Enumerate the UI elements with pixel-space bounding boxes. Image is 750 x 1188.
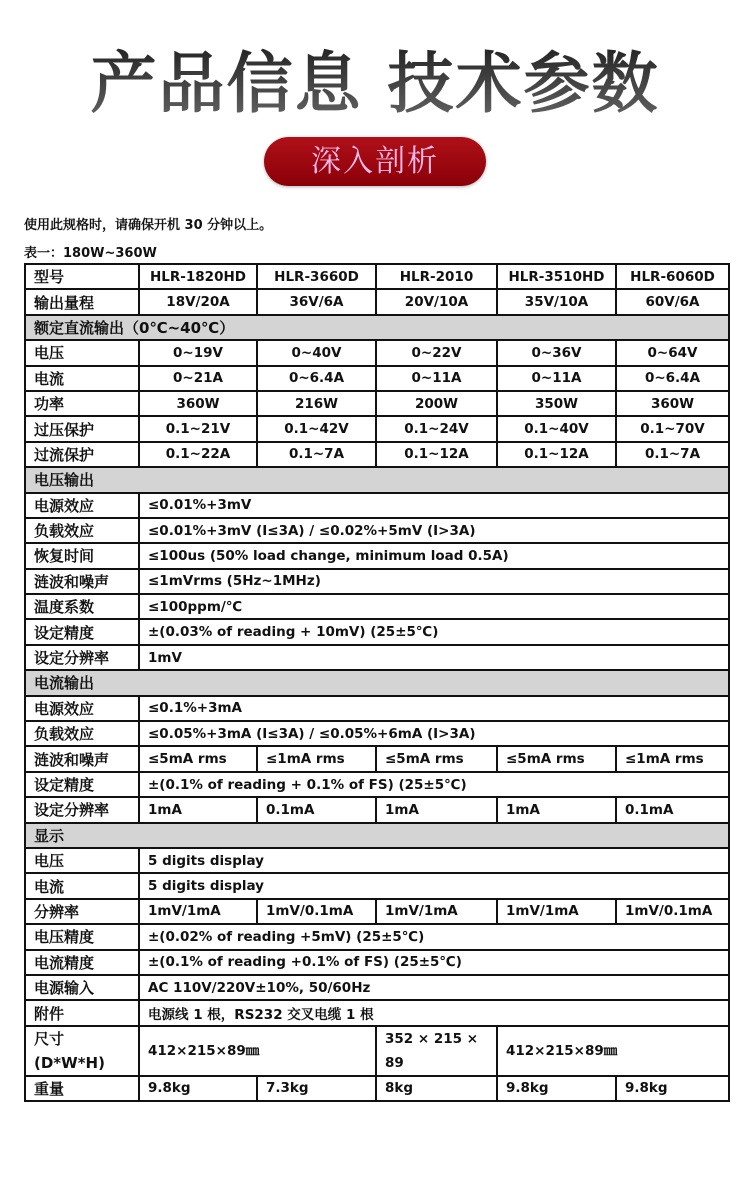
spec-value: 5 digits display xyxy=(139,848,729,873)
table-caption: 表一：180W~360W xyxy=(24,246,157,261)
spec-label: 输出量程 xyxy=(25,289,139,314)
spec-value: HLR-3510HD xyxy=(497,264,616,289)
spec-row xyxy=(25,569,729,594)
spec-row xyxy=(25,1026,729,1076)
spec-value: 0~36V xyxy=(497,340,616,365)
spec-value: HLR-2010 xyxy=(376,264,497,289)
spec-value: 0~6.4A xyxy=(257,366,376,391)
spec-value: 0~11A xyxy=(497,366,616,391)
spec-value: ±(0.1% of reading + 0.1% of FS) (25±5℃) xyxy=(139,772,729,797)
spec-value: 1mV/1mA xyxy=(139,899,257,924)
spec-value: 电源线 1 根，RS232 交叉电缆 1 根 xyxy=(139,1000,729,1025)
spec-row xyxy=(25,696,729,721)
spec-value: 0.1~7A xyxy=(257,442,376,467)
spec-row xyxy=(25,1076,729,1101)
spec-row xyxy=(25,416,729,441)
spec-value: ≤0.01%+3mV xyxy=(139,493,729,518)
spec-row xyxy=(25,518,729,543)
spec-label: 设定分辨率 xyxy=(25,645,139,670)
spec-value: 0.1~21V xyxy=(139,416,257,441)
spec-value: ≤0.05%+3mA (I≤3A) / ≤0.05%+6mA (I>3A) xyxy=(139,721,729,746)
spec-value: 412×215×89㎜ xyxy=(139,1026,376,1076)
spec-value: 412×215×89㎜ xyxy=(497,1026,729,1076)
spec-label: 电流 xyxy=(25,873,139,898)
spec-value: 216W xyxy=(257,391,376,416)
spec-value: 1mA xyxy=(139,797,257,822)
spec-row xyxy=(25,442,729,467)
spec-value: 1mV/0.1mA xyxy=(616,899,729,924)
spec-table xyxy=(24,263,730,1102)
spec-value: 1mV/1mA xyxy=(376,899,497,924)
section-header-row xyxy=(25,315,729,340)
spec-value: 9.8kg xyxy=(139,1076,257,1101)
spec-value: 1mA xyxy=(497,797,616,822)
spec-label: 涟波和噪声 xyxy=(25,746,139,771)
section-header-row xyxy=(25,670,729,695)
spec-label: 尺寸 (D*W*H) xyxy=(25,1026,139,1076)
spec-value: 0.1~42V xyxy=(257,416,376,441)
spec-label: 电压精度 xyxy=(25,924,139,949)
spec-row xyxy=(25,746,729,771)
section-title: 电流输出 xyxy=(25,670,729,695)
spec-label: 附件 xyxy=(25,1000,139,1025)
spec-value: ≤1mVrms (5Hz~1MHz) xyxy=(139,569,729,594)
spec-label: 温度系数 xyxy=(25,594,139,619)
spec-value: 9.8kg xyxy=(497,1076,616,1101)
spec-label: 型号 xyxy=(25,264,139,289)
spec-row xyxy=(25,924,729,949)
spec-value: 0~11A xyxy=(376,366,497,391)
spec-value: 0.1~12A xyxy=(497,442,616,467)
spec-value: 0.1~40V xyxy=(497,416,616,441)
spec-value: 9.8kg xyxy=(616,1076,729,1101)
spec-label: 恢复时间 xyxy=(25,543,139,568)
section-title: 电压输出 xyxy=(25,467,729,492)
spec-value: 0~64V xyxy=(616,340,729,365)
spec-value: ≤1mA rms xyxy=(616,746,729,771)
spec-value: 0~21A xyxy=(139,366,257,391)
spec-value: 360W xyxy=(616,391,729,416)
spec-row xyxy=(25,848,729,873)
spec-value: 1mA xyxy=(376,797,497,822)
spec-value: 1mV/1mA xyxy=(497,899,616,924)
spec-value: ≤100us (50% load change, minimum load 0.5A) xyxy=(139,543,729,568)
section-title: 额定直流输出（0℃~40℃） xyxy=(25,315,729,340)
spec-value: 0.1mA xyxy=(257,797,376,822)
spec-value: 350W xyxy=(497,391,616,416)
spec-value: 36V/6A xyxy=(257,289,376,314)
section-title: 显示 xyxy=(25,823,729,848)
spec-value: 0.1~12A xyxy=(376,442,497,467)
spec-row xyxy=(25,645,729,670)
spec-row xyxy=(25,340,729,365)
spec-value: ≤100ppm/℃ xyxy=(139,594,729,619)
spec-value: 7.3kg xyxy=(257,1076,376,1101)
spec-value: ≤5mA rms xyxy=(497,746,616,771)
spec-label: 电流精度 xyxy=(25,950,139,975)
spec-row xyxy=(25,543,729,568)
spec-value: 0.1~22A xyxy=(139,442,257,467)
spec-row xyxy=(25,772,729,797)
spec-value: ±(0.1% of reading +0.1% of FS) (25±5℃) xyxy=(139,950,729,975)
spec-label: 设定分辨率 xyxy=(25,797,139,822)
spec-value: 0~19V xyxy=(139,340,257,365)
spec-value: ≤5mA rms xyxy=(376,746,497,771)
spec-value: 200W xyxy=(376,391,497,416)
spec-value: HLR-1820HD xyxy=(139,264,257,289)
spec-label: 设定精度 xyxy=(25,772,139,797)
spec-row xyxy=(25,594,729,619)
page-title: 产品信息 技术参数 xyxy=(0,44,750,124)
spec-row xyxy=(25,493,729,518)
spec-label: 过压保护 xyxy=(25,416,139,441)
spec-row xyxy=(25,797,729,822)
spec-value: 60V/6A xyxy=(616,289,729,314)
spec-value: 35V/10A xyxy=(497,289,616,314)
spec-label: 电流 xyxy=(25,366,139,391)
spec-value: 18V/20A xyxy=(139,289,257,314)
spec-row xyxy=(25,366,729,391)
spec-value: 360W xyxy=(139,391,257,416)
spec-value: 20V/10A xyxy=(376,289,497,314)
spec-label: 功率 xyxy=(25,391,139,416)
spec-row xyxy=(25,873,729,898)
spec-value: 0~6.4A xyxy=(616,366,729,391)
spec-value: 1mV xyxy=(139,645,729,670)
spec-label: 电压 xyxy=(25,340,139,365)
spec-value: HLR-6060D xyxy=(616,264,729,289)
spec-row xyxy=(25,975,729,1000)
spec-row xyxy=(25,899,729,924)
spec-value: 1mV/0.1mA xyxy=(257,899,376,924)
spec-value: 0.1~70V xyxy=(616,416,729,441)
spec-value: ≤0.1%+3mA xyxy=(139,696,729,721)
spec-label: 负载效应 xyxy=(25,518,139,543)
spec-row xyxy=(25,619,729,644)
spec-row xyxy=(25,264,729,289)
spec-value: 0.1mA xyxy=(616,797,729,822)
spec-value: ≤5mA rms xyxy=(139,746,257,771)
spec-row xyxy=(25,721,729,746)
spec-row xyxy=(25,1000,729,1025)
spec-value: 5 digits display xyxy=(139,873,729,898)
spec-value: 352 × 215 × 89 xyxy=(376,1026,497,1076)
spec-label: 设定精度 xyxy=(25,619,139,644)
spec-label: 重量 xyxy=(25,1076,139,1101)
spec-value: 0.1~7A xyxy=(616,442,729,467)
spec-row xyxy=(25,950,729,975)
section-header-row xyxy=(25,467,729,492)
spec-label: 负载效应 xyxy=(25,721,139,746)
spec-value: 0~22V xyxy=(376,340,497,365)
spec-value: 8kg xyxy=(376,1076,497,1101)
spec-label: 电压 xyxy=(25,848,139,873)
spec-value: HLR-3660D xyxy=(257,264,376,289)
spec-value: ≤1mA rms xyxy=(257,746,376,771)
spec-label: 电源效应 xyxy=(25,696,139,721)
spec-row xyxy=(25,289,729,314)
spec-label: 过流保护 xyxy=(25,442,139,467)
spec-label: 电源输入 xyxy=(25,975,139,1000)
spec-value: ±(0.03% of reading + 10mV) (25±5℃) xyxy=(139,619,729,644)
spec-value: ±(0.02% of reading +5mV) (25±5℃) xyxy=(139,924,729,949)
spec-value: 0~40V xyxy=(257,340,376,365)
spec-row xyxy=(25,391,729,416)
spec-label: 涟波和噪声 xyxy=(25,569,139,594)
deep-dive-button[interactable]: 深入剖析 xyxy=(264,137,486,186)
spec-label: 电源效应 xyxy=(25,493,139,518)
section-header-row xyxy=(25,823,729,848)
warmup-note: 使用此规格时，请确保开机 30 分钟以上。 xyxy=(24,218,273,233)
spec-value: AC 110V/220V±10%, 50/60Hz xyxy=(139,975,729,1000)
spec-value: 0.1~24V xyxy=(376,416,497,441)
spec-value: ≤0.01%+3mV (I≤3A) / ≤0.02%+5mV (I>3A) xyxy=(139,518,729,543)
spec-label: 分辨率 xyxy=(25,899,139,924)
